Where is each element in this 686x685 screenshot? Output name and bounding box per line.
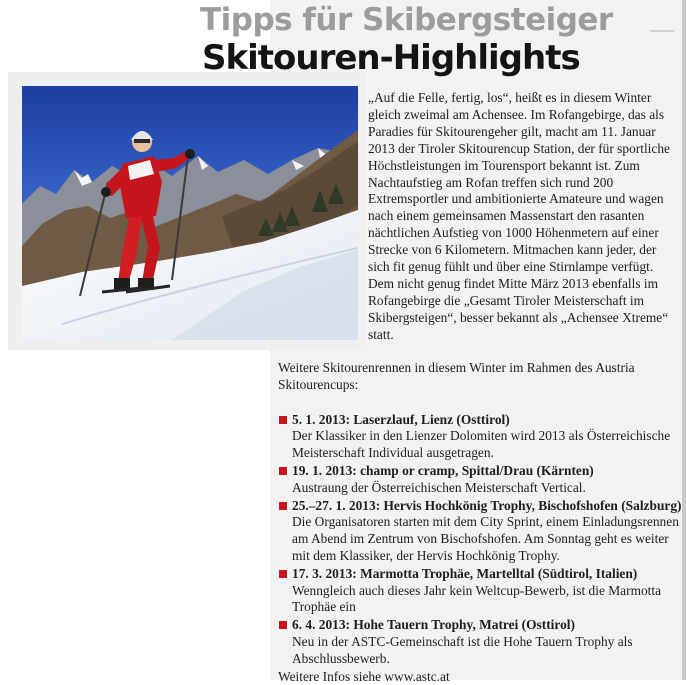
- race-description: Der Klassiker in den Lienzer Dolomiten wird 2013 als Österreichische Meisterschaft Individual ausgetragen.: [292, 428, 671, 461]
- more-info-link: Weitere Infos siehe www.astc.at: [278, 668, 450, 684]
- intro-paragraph-2: Dem nicht genug findet Mitte März 2013 ebenfalls im Rofangebirge die „Gesamt Tiroler Meisterschaft im Skibergsteigen“, besser bekannt als „Achensee Xtreme“ statt.: [368, 275, 669, 342]
- skier-goggles: [134, 139, 150, 143]
- race-list-intro: Weitere Skitourenrennen in diesem Winter im Rahmen des Austria Skitourencups:: [278, 360, 635, 392]
- intro-text: [368, 90, 676, 344]
- bullet-square-icon: [279, 416, 287, 424]
- bullet-square-icon: [279, 570, 287, 578]
- race-title: 17. 3. 2013: Marmotta Trophäe, Martelltal (Südtirol, Italien): [292, 565, 638, 581]
- race-description: Neu in der ASTC-Gemeinschaft ist die Hohe Tauern Trophy als Abschlussbewerb.: [292, 633, 633, 666]
- race-title: 25.–27. 1. 2013: Hervis Hochkönig Trophy, Bischofshofen (Salzburg): [292, 497, 682, 513]
- article-kicker: Tipps für Skibergsteiger: [200, 2, 613, 38]
- ski-mountaineer-photo: [22, 86, 358, 340]
- race-title: 19. 1. 2013: champ or cramp, Spittal/Drau (Kärnten): [292, 462, 594, 478]
- bullet-square-icon: [279, 502, 287, 510]
- intro-paragraph-1: „Auf die Felle, fertig, los“, heißt es in diesem Winter gleich zweimal am Achensee. Im Rofangebirge, das als Paradies für Skitourengeher gilt, macht am 11. Januar 2013 der Tiroler Skitourencup Station, der für sportliche Höchstleistungen im Tourensport bekannt ist. Zum Nachtaufstieg am Rofan treffen sich rund 200 Extremsportler und ambitionierte Amateure und wagen nach einem gemeinsamen Massenstart den rasanten nächtlichen Aufstieg von 1000 Höhenmetern auf einer Strecke von 6 Kilometern. Mitmachen kann jeder, der sich fit genug fühlt und über eine Stirnlampe verfügt.: [368, 90, 670, 275]
- scan-mark: [650, 30, 674, 32]
- race-list-section: [278, 360, 682, 685]
- race-item: [278, 412, 682, 462]
- race-title: 5. 1. 2013: Laserzlauf, Lienz (Osttirol): [292, 411, 510, 427]
- scan-edge: [682, 0, 686, 680]
- skier-glove-right: [185, 149, 195, 159]
- race-item: [278, 498, 682, 565]
- race-item: [278, 617, 682, 667]
- race-description: Wenngleich auch dieses Jahr kein Weltcup-Bewerb, ist die Marmotta Trophäe ein: [292, 582, 662, 615]
- article-title: Skitouren-Highlights: [202, 38, 580, 78]
- bullet-square-icon: [279, 621, 287, 629]
- race-item: [278, 566, 682, 616]
- race-title: 6. 4. 2013: Hohe Tauern Trophy, Matrei (Osttirol): [292, 617, 575, 633]
- race-description: Austraung der Österreichischen Meisterschaft Vertical.: [292, 479, 586, 495]
- skier-glove-left: [101, 187, 111, 197]
- bullet-square-icon: [279, 467, 287, 475]
- race-item: [278, 463, 682, 497]
- race-description: Die Organisatoren starten mit dem City Sprint, einem Einladungsrennen am Abend im Zentrum von Bischofshofen. Am Sonntag geht es weiter mit dem Klassiker, der Hervis Hochkönig Trophy.: [292, 514, 679, 563]
